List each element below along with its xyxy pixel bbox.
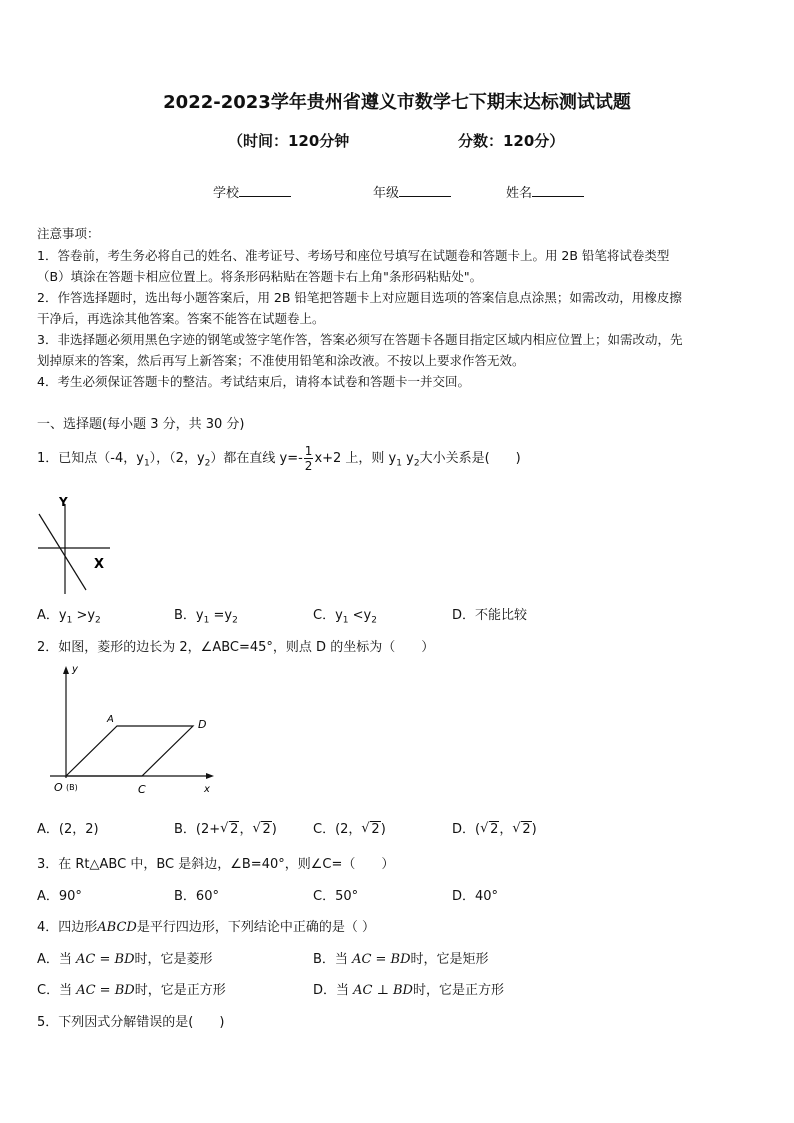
question-4: 4．四边形ABCD是平行四边形，下列结论中正确的是（ ） <box>37 920 375 935</box>
q2-rhombus <box>66 726 193 776</box>
question-3: 3．在 Rt△ABC 中，BC 是斜边，∠B=40°，则∠C=（ ） <box>37 857 395 872</box>
note-2a: 2．作答选择题时，选出每小题答案后，用 2B 铅笔把答题卡上对应题目选项的答案信息点涂黑；如需改动，用橡皮擦 <box>37 290 682 305</box>
note-3a: 3．非选择题必须用黑色字迹的钢笔或签字笔作答，答案必须写在答题卡各题目指定区域内相应位置上；如需改动，先 <box>37 332 683 347</box>
q2-y-label: y <box>72 664 78 675</box>
q1-graph <box>30 490 120 600</box>
grade-field: 年级 <box>373 182 451 201</box>
name-field: 姓名 <box>506 182 584 201</box>
q3-option-c: C．50° <box>313 889 359 904</box>
q2-option-d: D．(√ 2，√ 2) <box>452 818 537 837</box>
q1-line <box>39 514 86 590</box>
exam-title: 2022-2023学年贵州省遵义市数学七下期末达标测试试题 <box>163 92 631 113</box>
fraction-one-half: $\frac{1}{2}$ <box>304 444 313 473</box>
question-5: 5．下列因式分解错误的是( ) <box>37 1015 225 1030</box>
note-4: 4．考生必须保证答题卡的整洁。考试结束后，请将本试卷和答题卡一并交回。 <box>37 374 470 389</box>
q2-x-arrow <box>206 773 214 779</box>
note-3b: 划掉原来的答案，然后再写上新答案；不准使用铅笔和涂改液。不按以上要求作答无效。 <box>37 353 525 368</box>
q2-point-o: O <box>54 781 63 794</box>
exam-score: 分数：120分） <box>458 132 565 150</box>
q2-point-a: A <box>107 714 114 725</box>
q2-option-c: C．(2，√ 2) <box>313 818 386 837</box>
notes-heading: 注意事项： <box>37 226 100 241</box>
section-heading: 一、选择题(每小题 3 分，共 30 分) <box>37 417 245 432</box>
q1-option-a: A．$y_1 >y_2$ <box>37 608 101 626</box>
school-field: 学校 <box>213 182 291 201</box>
q1-option-b: B．$y_1 =y_2$ <box>174 608 238 626</box>
q1-y-label: Y <box>59 495 68 509</box>
exam-time: （时间：120分钟 <box>228 132 350 150</box>
q3-option-b: B．60° <box>174 889 219 904</box>
q4-option-b: B．当 AC = BD时，它是矩形 <box>313 952 489 967</box>
q2-rhombus-figure <box>40 660 230 800</box>
q2-x-label: x <box>204 784 210 795</box>
note-1a: 1．答卷前，考生务必将自己的姓名、准考证号、考场号和座位号填写在试题卷和答题卡上。用 2B 铅笔将试卷类型 <box>37 248 670 263</box>
q1-x-label: X <box>94 557 105 572</box>
q3-option-a: A．90° <box>37 889 82 904</box>
q4-option-a: A．当 AC = BD时，它是菱形 <box>37 952 213 967</box>
note-1b: （B）填涂在答题卡相应位置上。将条形码粘贴在答题卡右上角"条形码粘贴处"。 <box>37 269 483 284</box>
q4-option-d: D．当 AC ⊥ BD时，它是正方形 <box>313 983 504 998</box>
q4-option-c: C．当 AC = BD时，它是正方形 <box>37 983 226 998</box>
question-2: 2．如图，菱形的边长为 2，∠ABC=45°，则点 D 的坐标为（ ） <box>37 640 435 655</box>
q2-option-a: A．(2，2) <box>37 822 99 837</box>
q2-point-d: D <box>198 718 207 731</box>
q1-option-d: D．不能比较 <box>452 608 528 623</box>
q1-option-c: C．$y_1 <y_2$ <box>313 608 377 626</box>
q2-y-arrow <box>63 666 69 674</box>
q2-point-c: C <box>138 783 146 796</box>
q2-point-b: (B) <box>66 783 78 792</box>
q2-option-b: B．(2+√ 2，√ 2) <box>174 818 277 837</box>
q3-option-d: D．40° <box>452 889 499 904</box>
question-1: 1．已知点（-4，$y_1$），（2，$y_2$）都在直线 y=- $\frac{1}{2}$ x+2 上，则 $y_1$ $y_2$大小关系是( ) <box>37 444 521 473</box>
note-2b: 干净后，再选涂其他答案。答案不能答在试题卷上。 <box>37 311 325 326</box>
